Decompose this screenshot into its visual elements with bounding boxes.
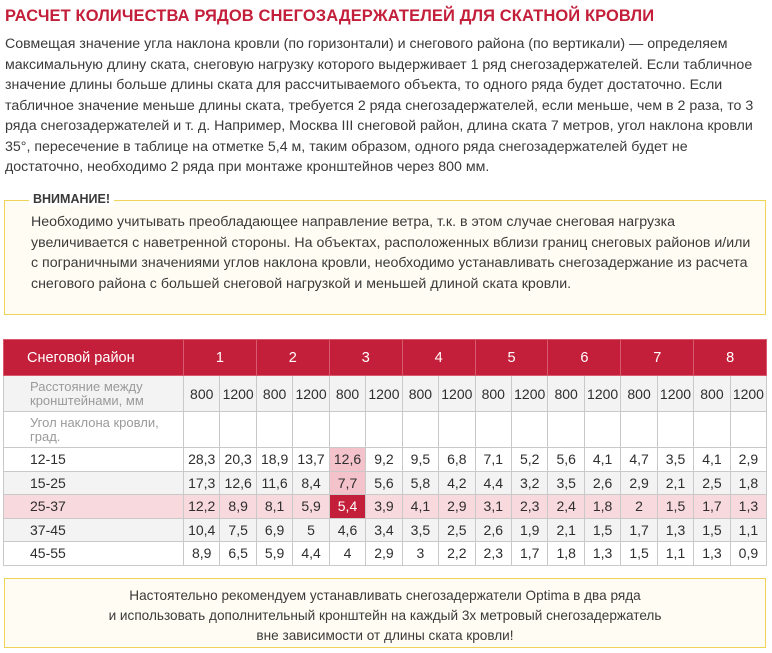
length-cell: 1,8: [730, 471, 766, 495]
region-header-8: 8: [694, 340, 767, 376]
length-cell: 3,5: [657, 448, 693, 472]
length-cell: 12,6: [220, 471, 256, 495]
length-cell: 6,8: [439, 448, 475, 472]
length-cell: 4,2: [439, 471, 475, 495]
intro-paragraph: Совмещая значение угла наклона кровли (по горизонтали) и снегового района (по вертикали) — определяем максимальную длину ската, снеговую нагрузку которого выдерживает 1 ряд снегозадержателей. Если табличное значение длины больше длины ската для рассчитываемого объекта, то одного ряда будет достаточно. Если табличное значение меньше длины ската, требуется 2 ряда снегозадержателей, если меньше, чем в 2 раза, то 3 ряда снегозадержателей и т. д. Например, Москва III снеговой район, длина ската 7 метров, угол наклона кровли 35°, пересечение в таблице на отметке 5,4 м, таким образом, одного ряда снегозадержателей будет не достаточно, необходимо 2 ряда при монтаже кронштейнов через 800 мм.: [5, 36, 754, 175]
length-cell: 1,3: [584, 542, 620, 566]
recommendation-box: [4, 578, 766, 648]
spacing-cell: 1200: [512, 376, 548, 412]
table-row: [4, 542, 767, 566]
angle-empty-cell: [329, 412, 365, 448]
spacing-cell: 800: [475, 376, 511, 412]
region-header-7: 7: [621, 340, 694, 376]
length-cell: 2,9: [439, 495, 475, 519]
length-cell: 5,8: [402, 471, 438, 495]
angle-empty-cell: [220, 412, 256, 448]
length-cell: 12,2: [184, 495, 220, 519]
length-cell: 7,7: [329, 471, 365, 495]
angle-range-label: 45-55: [4, 542, 184, 566]
angle-empty-cell: [584, 412, 620, 448]
angle-empty-cell: [694, 412, 730, 448]
length-cell: 2,1: [548, 518, 584, 542]
length-cell: 3,5: [548, 471, 584, 495]
spacing-cell: 1200: [439, 376, 475, 412]
spacing-cell: 800: [694, 376, 730, 412]
length-cell: 2,6: [584, 471, 620, 495]
spacing-cell: 800: [621, 376, 657, 412]
length-cell: 1,8: [548, 542, 584, 566]
recommendation-line-2: и использовать дополнительный кронштейн на каждый 3х метровый снегозадержатель: [108, 608, 662, 623]
region-header-label: Снеговой район: [4, 340, 184, 376]
warning-heading: ВНИМАНИЕ!: [29, 192, 114, 206]
length-cell: 1,3: [657, 518, 693, 542]
region-header-1: 1: [184, 340, 257, 376]
length-cell: 4,1: [694, 448, 730, 472]
length-cell: 1,1: [730, 518, 766, 542]
length-cell: 2: [621, 495, 657, 519]
region-header-6: 6: [548, 340, 621, 376]
length-cell: 1,8: [584, 495, 620, 519]
length-cell: 11,6: [256, 471, 292, 495]
angle-empty-cell: [366, 412, 402, 448]
warning-box: [4, 192, 766, 315]
length-cell: 1,3: [694, 542, 730, 566]
length-cell: 1,5: [621, 542, 657, 566]
spacing-cell: 800: [184, 376, 220, 412]
angle-empty-cell: [256, 412, 292, 448]
length-cell: 4,1: [584, 448, 620, 472]
region-header-5: 5: [475, 340, 548, 376]
length-cell: 2,9: [730, 448, 766, 472]
region-header-2: 2: [256, 340, 329, 376]
angle-empty-cell: [548, 412, 584, 448]
length-cell: 20,3: [220, 448, 256, 472]
length-cell: 1,5: [584, 518, 620, 542]
spacing-cell: 800: [329, 376, 365, 412]
spacing-cell: 800: [548, 376, 584, 412]
length-cell: 5,6: [548, 448, 584, 472]
length-cell: 5,9: [256, 542, 292, 566]
length-cell: 5,2: [512, 448, 548, 472]
angle-range-label: 15-25: [4, 471, 184, 495]
length-cell: 2,3: [475, 542, 511, 566]
length-cell: 1,7: [694, 495, 730, 519]
length-cell: 3,2: [512, 471, 548, 495]
length-cell: 2,3: [512, 495, 548, 519]
length-cell: 4: [329, 542, 365, 566]
spacing-cell: 1200: [293, 376, 329, 412]
spacing-row: [4, 376, 767, 412]
length-cell: 5,9: [293, 495, 329, 519]
spacing-cell: 1200: [657, 376, 693, 412]
angle-empty-cell: [184, 412, 220, 448]
length-cell: 2,2: [439, 542, 475, 566]
length-cell: 2,5: [694, 471, 730, 495]
length-cell: 2,5: [439, 518, 475, 542]
angle-range-label: 25-37: [4, 495, 184, 519]
length-cell: 18,9: [256, 448, 292, 472]
angle-empty-cell: [402, 412, 438, 448]
length-cell: 12,6: [329, 448, 365, 472]
spacing-cell: 1200: [220, 376, 256, 412]
length-cell: 28,3: [184, 448, 220, 472]
length-cell: 5: [293, 518, 329, 542]
length-cell: 4,4: [475, 471, 511, 495]
length-cell: 8,1: [256, 495, 292, 519]
length-cell: 2,6: [475, 518, 511, 542]
length-cell: 1,1: [657, 542, 693, 566]
length-cell: 3: [402, 542, 438, 566]
warning-text: Необходимо учитывать преобладающее направление ветра, т.к. в этом случае снеговая нагрузка увеличивается с наветренной стороны. На объектах, расположенных вблизи границ снеговых районов и/или с пограничными значениями углов наклона кровли, необходимо устанавливать снегозадержание из расчета снегового района с большей снеговой нагрузкой и меньшей длиной ската кровли.: [31, 214, 751, 292]
length-cell: 8,9: [184, 542, 220, 566]
length-cell: 1,5: [657, 495, 693, 519]
length-cell: 13,7: [293, 448, 329, 472]
region-header-row: [4, 340, 767, 376]
spacing-cell: 800: [402, 376, 438, 412]
spacing-cell: 1200: [584, 376, 620, 412]
length-cell: 2,4: [548, 495, 584, 519]
angle-empty-cell: [293, 412, 329, 448]
length-cell: 10,4: [184, 518, 220, 542]
length-cell: 5,4: [329, 495, 365, 519]
length-cell: 3,1: [475, 495, 511, 519]
length-cell: 4,1: [402, 495, 438, 519]
length-cell: 1,7: [512, 542, 548, 566]
length-cell: 9,5: [402, 448, 438, 472]
length-cell: 2,1: [657, 471, 693, 495]
length-cell: 4,4: [293, 542, 329, 566]
angle-label-row: [4, 412, 767, 448]
length-cell: 1,3: [730, 495, 766, 519]
length-cell: 5,6: [366, 471, 402, 495]
table-row: [4, 495, 767, 519]
length-cell: 7,1: [475, 448, 511, 472]
length-cell: 2,9: [366, 542, 402, 566]
length-cell: 1,5: [694, 518, 730, 542]
angle-empty-cell: [657, 412, 693, 448]
angle-range-label: 12-15: [4, 448, 184, 472]
recommendation-line-1: Настоятельно рекомендуем устанавливать снегозадержатели Optima в два ряда: [129, 588, 641, 603]
region-header-4: 4: [402, 340, 475, 376]
length-cell: 3,9: [366, 495, 402, 519]
length-cell: 4,7: [621, 448, 657, 472]
recommendation-line-3: вне зависимости от длины ската кровли!: [256, 628, 514, 643]
length-cell: 9,2: [366, 448, 402, 472]
length-cell: 6,9: [256, 518, 292, 542]
length-cell: 17,3: [184, 471, 220, 495]
length-cell: 7,5: [220, 518, 256, 542]
spacing-cell: 800: [256, 376, 292, 412]
angle-empty-cell: [730, 412, 766, 448]
length-cell: 8,4: [293, 471, 329, 495]
angle-range-label: 37-45: [4, 518, 184, 542]
angle-empty-cell: [621, 412, 657, 448]
angle-empty-cell: [475, 412, 511, 448]
table-row: [4, 518, 767, 542]
region-header-3: 3: [329, 340, 402, 376]
angle-empty-cell: [512, 412, 548, 448]
length-cell: 0,9: [730, 542, 766, 566]
length-cell: 1,7: [621, 518, 657, 542]
length-cell: 3,5: [402, 518, 438, 542]
table-row: [4, 471, 767, 495]
snow-guard-table: [3, 339, 767, 566]
spacing-cell: 1200: [366, 376, 402, 412]
table-row: [4, 448, 767, 472]
page-title: РАСЧЕТ КОЛИЧЕСТВА РЯДОВ СНЕГОЗАДЕРЖАТЕЛЕЙ ДЛЯ СКАТНОЙ КРОВЛИ: [5, 7, 655, 25]
length-cell: 2,9: [621, 471, 657, 495]
length-cell: 6,5: [220, 542, 256, 566]
length-cell: 3,4: [366, 518, 402, 542]
spacing-cell: 1200: [730, 376, 766, 412]
length-cell: 4,6: [329, 518, 365, 542]
length-cell: 8,9: [220, 495, 256, 519]
length-cell: 1,9: [512, 518, 548, 542]
spacing-label: Расстояние между кронштейнами, мм: [4, 376, 184, 412]
angle-label: Угол наклона кровли, град.: [4, 412, 184, 448]
angle-empty-cell: [439, 412, 475, 448]
